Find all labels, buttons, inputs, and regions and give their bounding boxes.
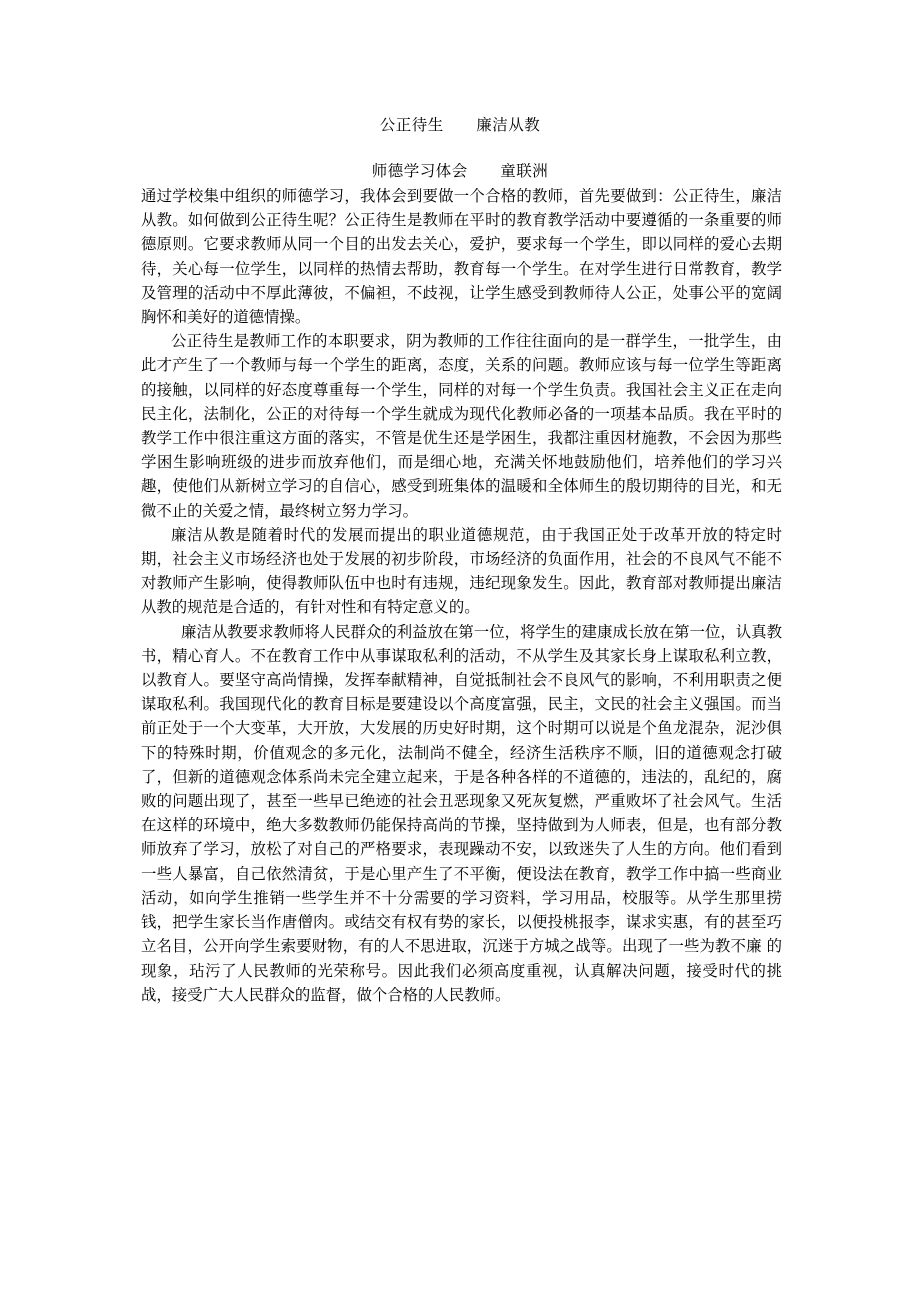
paragraph: 公正待生是教师工作的本职要求，阴为教师的工作往往面向的是一群学生，一批学生，由此才产生了一个教师与每一个学生的距离，态度，关系的问题。教师应该与每一位学生等距离的接触，以同样的好态度尊重每一个学生，同样的对每一个学生负责。我国社会主义正在走向民主化，法制化，公正的对待每一个学生就成为现代化教师必备的一项基本品质。我在平时的教学工作中很注重这方面的落实，不管是优生还是学困生，我都注重因材施教，不会因为那些学困生影响班级的进步而放弃他们，而是细心地，充满关怀地鼓励他们，培养他们的学习兴趣，使他们从新树立学习的自信心，感受到班集体的温暖和全体师生的殷切期待的目光，和无微不止的关爱之情，最终树立努力学习。 xyxy=(141,332,782,520)
paragraph: 通过学校集中组织的师德学习，我体会到要做一个合格的教师，首先要做到：公正待生，廉洁从教。如何做到公正待生呢？公正待生是教师在平时的教育教学活动中要遵循的一条重要的师德原则。它要求教师从同一个目的出发去关心，爱护，要求每一个学生，即以同样的爱心去期待，关心每一位学生，以同样的热情去帮助，教育每一个学生。在对学生进行日常教育，教学及管理的活动中不厚此薄彼，不偏袒，不歧视，让学生感受到教师待人公正，处事公平的宽阔胸怀和美好的道德情操。 xyxy=(141,187,782,327)
paragraph: 廉洁从教要求教师将人民群众的利益放在第一位，将学生的建康成长放在第一位，认真教书，精心育人。不在教育工作中从事谋取私利的活动，不从学生及其家长身上谋取私利立教，以教育人。要坚守高尚情操，发挥奉献精神，自觉抵制社会不良风气的影响，不利用职责之便谋取私利。我国现代化的教育目标是要建设以个高度富强，民主，文民的社会主义强国。而当前正处于一个大变革，大开放，大发展的历史好时期，这个时期可以说是个鱼龙混杂，泥沙俱下的特殊时期，价值观念的多元化，法制尚不健全，经济生活秩序不顺，旧的道德观念打破了，但新的道德观念体系尚未完全建立起来，于是各种各样的不道德的，违法的，乱纪的，腐败的问题出现了，甚至一些早已绝迹的社会丑恶现象又死灰复燃，严重败坏了社会风气。生活在这样的环境中，绝大多数教师仍能保持高尚的节操，坚持做到为人师表，但是，也有部分教师放弃了学习，放松了对自己的严格要求，表现躁动不安，以致迷失了人生的方向。他们看到一些人暴富，自己依然清贫，于是心里产生了不平衡，便设法在教育，教学工作中搞一些商业活动，如向学生推销一些学生并不十分需要的学习资料，学习用品，校服等。从学生那里捞钱，把学生家长当作唐僧肉。或结交有权有势的家长，以便投桃报李，谋求实惠，有的甚至巧立名目，公开向学生索要财物，有的人不思进取，沉迷于方城之战等。出现了一些为教不廉 的现象，玷污了人民教师的光荣称号。因此我们必须高度重视，认真解决问题，接受时代的挑战，接受广大人民群众的监督，做个合格的人民教师。 xyxy=(141,622,782,1004)
document-body xyxy=(141,184,782,1007)
paragraph: 廉洁从教是随着时代的发展而提出的职业道德规范，由于我国正处于改革开放的特定时期，社会主义市场经济也处于发展的初步阶段，市场经济的负面作用，社会的不良风气不能不对教师产生影响，使得教师队伍中也时有违规，违纪现象发生。因此，教育部对教师提出廉洁从教的规范是合适的，有针对性和有特定意义的。 xyxy=(141,525,782,617)
document-byline: 师德学习体会 童联洲 xyxy=(371,162,549,180)
document-title: 公正待生 廉洁从教 xyxy=(379,116,541,134)
